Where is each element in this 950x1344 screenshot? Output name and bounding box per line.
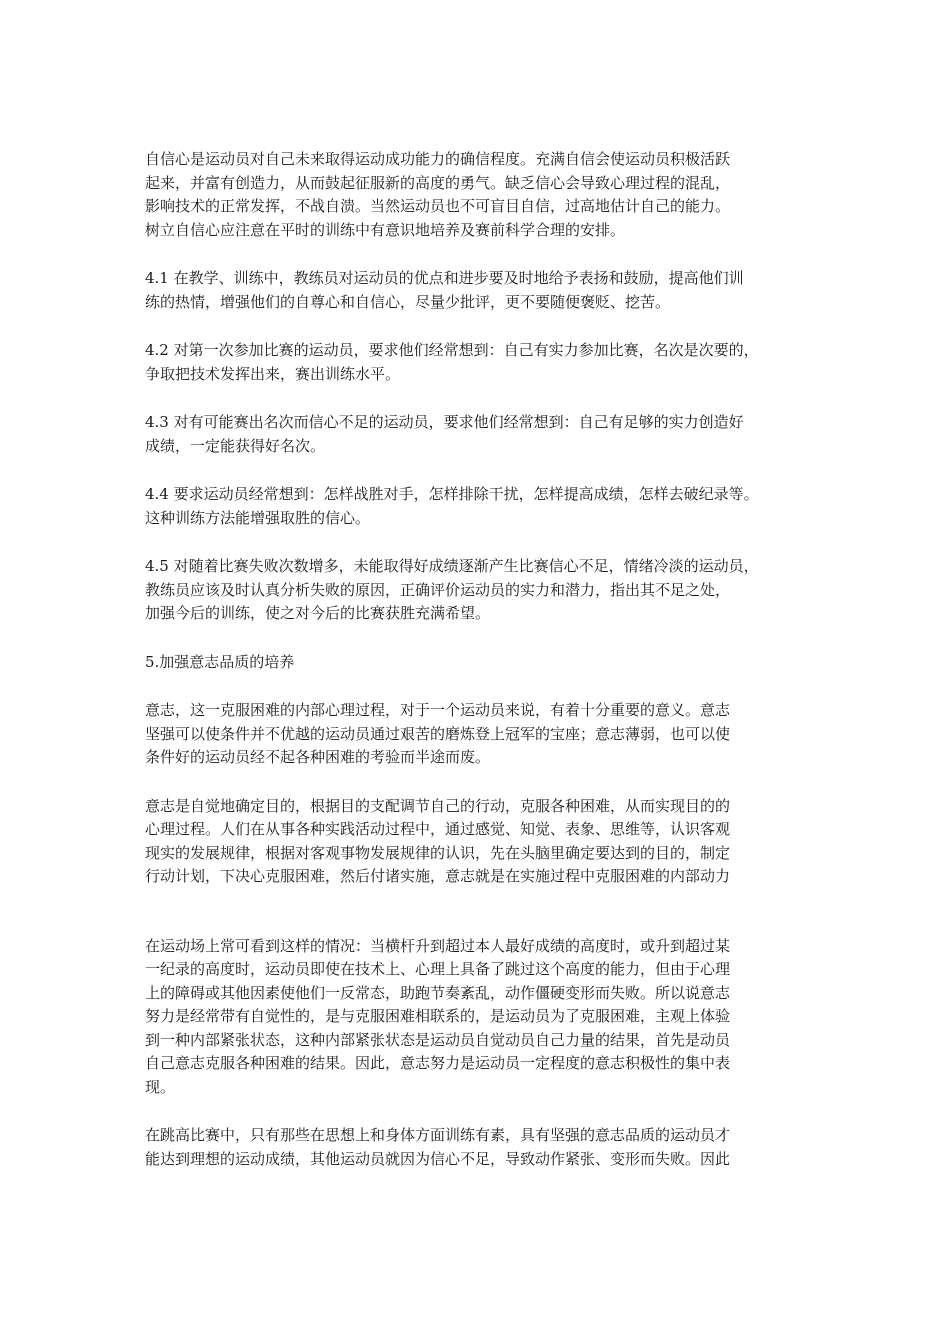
paragraph-spacer (145, 770, 821, 795)
section-heading-5: 5.加强意志品质的培养 (145, 652, 295, 671)
paragraph-4-5: 4.5 对随着比赛失败次数增多，未能取得好成绩逐渐产生比赛信心不足，情绪冷淡的运动员， 教练员应该及时认真分析失败的原因，正确评价运动员的实力和潜力，指出其不足之处， 加强今后的训练，使之对今后的比赛获胜充满希望。 (145, 557, 759, 622)
paragraph-spacer (145, 242, 821, 267)
paragraph-will-effort: 在运动场上常可看到这样的情况：当横杆升到超过本人最好成绩的高度时，或升到超过某 一纪录的高度时，运动员即使在技术上、心理上具备了跳过这个高度的能力，但由于心理 上的障碍或其他因素使他们一反常态，助跑节奏紊乱，动作僵硬变形而失败。所以说意志 努力是经常带有自觉性的，是与克服困难相联系的，是运动员为了克服困难，主观上体验 到一种内部紧张状态，这种内部紧张状态是运动员自觉动员自己力量的结果，首先是动员 自己意志克服各种困难的结果。因此，意志努力是运动员一定程度的意志积极性的集中表 现。 (145, 936, 731, 1096)
paragraph-4-1: 4.1 在教学、训练中，教练员对运动员的优点和进步要及时地给予表扬和鼓励，提高他们训 练的热情，增强他们的自尊心和自信心，尽量少批评，更不要随便褒贬、挖苦。 (145, 269, 744, 311)
paragraph-spacer (145, 626, 821, 651)
paragraph-will-intro: 意志，这一克服困难的内部心理过程，对于一个运动员来说，有着十分重要的意义。意志 坚强可以使条件并不优越的运动员通过艰苦的磨炼登上冠军的宝座；意志薄弱，也可以使 条件好的运动员经不起各种困难的考验而半途而废。 (145, 701, 731, 766)
paragraph-will-definition: 意志是自觉地确定目的，根据目的支配调节自己的行动，克服各种困难，从而实现目的的 心理过程。人们在从事各种实践活动过程中，通过感觉、知觉、表象、思维等，认识客观 现实的发展规律，根据对客观事物发展规律的认识，先在头脑里确定要达到的目的，制定 行动计划，下决心克服困难，然后付诸实施，意志就是在实施过程中克服困难的内部动力 (145, 796, 731, 885)
paragraph-spacer (145, 458, 821, 483)
paragraph-spacer (145, 674, 821, 699)
document-body (145, 148, 821, 1171)
paragraph-spacer (145, 889, 821, 935)
paragraph-high-jump: 在跳高比赛中，只有那些在思想上和身体方面训练有素，具有坚强的意志品质的运动员才 能达到理想的运动成绩，其他运动员就因为信心不足，导致动作紧张、变形而失败。因此 (145, 1126, 731, 1168)
paragraph-4-2: 4.2 对第一次参加比赛的运动员，要求他们经常想到：自己有实力参加比赛，名次是次要的， 争取把技术发挥出来，赛出训练水平。 (145, 341, 759, 383)
paragraph-self-confidence: 自信心是运动员对自己未来取得运动成功能力的确信程度。充满自信会使运动员积极活跃 起来，并富有创造力，从而鼓起征服新的高度的勇气。缺乏信心会导致心理过程的混乱， 影响技术的正常发挥，不战自溃。当然运动员也不可盲目自信，过高地估计自己的能力。 树立自信心应注意在平时的训练中有意识地培养及赛前科学合理的安排。 (145, 150, 731, 239)
paragraph-4-4: 4.4 要求运动员经常想到：怎样战胜对手，怎样排除干扰，怎样提高成绩，怎样去破纪录等。 这种训练方法能增强取胜的信心。 (145, 485, 759, 527)
paragraph-spacer (145, 386, 821, 411)
paragraph-spacer (145, 1099, 821, 1124)
paragraph-4-3: 4.3 对有可能赛出名次而信心不足的运动员，要求他们经常想到：自己有足够的实力创造好 成绩，一定能获得好名次。 (145, 413, 744, 455)
paragraph-spacer (145, 314, 821, 339)
paragraph-spacer (145, 530, 821, 555)
